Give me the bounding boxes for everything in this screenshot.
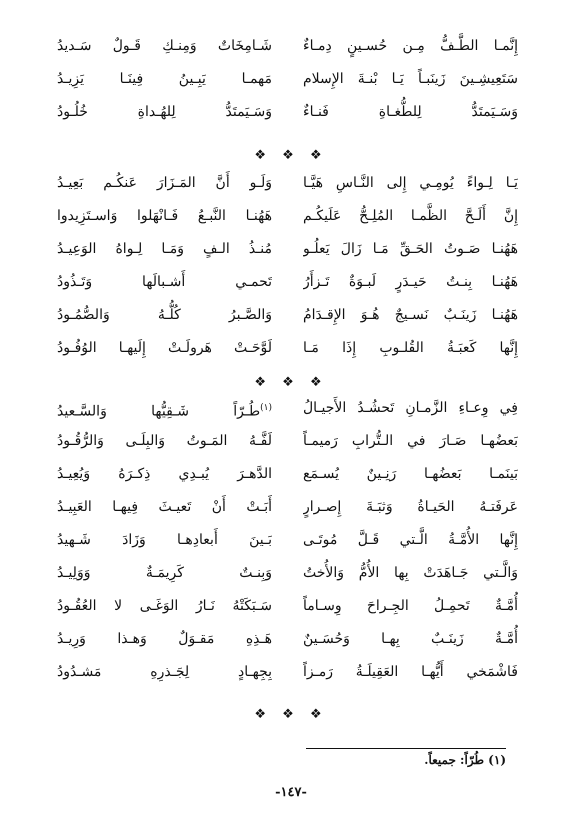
- second-hemistich: بَـينَ أَبعادِهـا وَزَادَ شَـهيدُ: [57, 532, 272, 548]
- stanza-2: [0, 167, 582, 365]
- second-hemistich: هَهُنـا النَّبـعُ فَـانْهَلوا وَاسـتَزِيدوا: [57, 208, 272, 224]
- verse: [0, 167, 582, 200]
- second-hemistich: شَـامِخَاتٌ وَمِنـكِ قَـولٌ سَـديدُ: [57, 38, 272, 54]
- first-hemistich: بَينَمـا بَعضُهـا رَنِـينٌ يُسـمَع: [303, 466, 518, 482]
- second-hemistich: بِجِهـادٍ لِجَـذرِهِ مَشـدُودُ: [57, 664, 272, 680]
- second-hemistich: لَوَّحَـتْ هَرولَـتْ إِلَيهـا الوُفُـودُ: [57, 340, 272, 356]
- first-hemistich: إِنَّها الأُمَّـةُ الَّـتي قَـلَّ مُوتَـى: [303, 532, 518, 548]
- section-separator: ❖ ❖ ❖: [254, 148, 328, 163]
- verse: [0, 623, 582, 656]
- verse: [0, 590, 582, 623]
- second-hemistich: أَبَـتْ أَنْ تَعيـثَ فِيهـا العَبِيـدُ: [57, 499, 272, 515]
- second-hemistich: وَلَـو أَنَّ المَـزَارَ عَنكُـم بَعِيـدُ: [57, 175, 272, 191]
- second-hemistich: مُنـذُ الـفٍ وَمَـا لِـواهُ الوَعِيـدُ: [57, 241, 272, 257]
- hemistich-text: طُـرّاً شَـقِيُّها وَالسَّـعيدُ: [57, 403, 261, 420]
- verse: [0, 557, 582, 590]
- second-hemistich: مَهمـا يَبِـينُ فِينَـا يَزِيـدُ: [57, 71, 272, 87]
- second-hemistich: [57, 392, 272, 429]
- first-hemistich: فَاشْمَخي أَيُّهـا العَقِيلَـةُ رَمـزاً: [303, 664, 518, 680]
- verse: [0, 266, 582, 299]
- verse: [0, 96, 582, 129]
- first-hemistich: إِنَّمـا الطَّـفُّ مِـن حُسـينٍ دِمـاءٌ: [303, 38, 518, 54]
- verse: [0, 425, 582, 458]
- verse: [0, 392, 582, 425]
- first-hemistich: هَهُنـا صَـوتُ الحَـقِّ مَـا زَالَ يَعلُـو: [303, 241, 518, 257]
- footnote-divider: [306, 748, 506, 749]
- first-hemistich: إِنَّ أَلَـحَّ الظَّمـا المُلِـحُّ عَلَيكُـم: [303, 208, 518, 224]
- first-hemistich: بَعضُهـا صَـارَ في الـتُّرابِ رَميمـاً: [303, 433, 518, 449]
- verse: [0, 63, 582, 96]
- footnote-reference: (١): [260, 403, 272, 413]
- verse: [0, 332, 582, 365]
- section-separator: ❖ ❖ ❖: [254, 707, 328, 722]
- first-hemistich: إِنَّها كَعبَـةُ القُلـوبِ إِذَا مَـا: [303, 340, 518, 356]
- second-hemistich: وَالصَّـبرُ كُلُّـهُ وَالصُّمُـودُ: [57, 307, 272, 323]
- first-hemistich: هَهُنـا بِنـتُ حَيـدَرٍ لَبـوَةٌ تَـزأَرُ: [303, 274, 518, 290]
- first-hemistich: هَهُنـا زَينَـبٌ نَسـيجٌ هُـوَ الإِقـدَامُ: [303, 307, 518, 323]
- stanza-1: [0, 30, 582, 129]
- second-hemistich: وَبِنـتٌ كَرِيمَـةٌ وَوَلِيـدُ: [57, 565, 272, 581]
- second-hemistich: وَسَـيَمتَدُّ لِلهُـداةِ خُلُـودُ: [57, 104, 272, 120]
- verse: [0, 233, 582, 266]
- first-hemistich: وَسَـيَمتَدُّ لِلطُّغـاةِ فَنـاءٌ: [303, 104, 518, 120]
- verse: [0, 458, 582, 491]
- verse: [0, 656, 582, 689]
- page-number: -١٤٧-: [275, 785, 307, 800]
- stanza-3: [0, 392, 582, 689]
- first-hemistich: وَالَّـتي جَـاهَدَتْ بِها الأُمُّ وَالأُختُ: [303, 565, 518, 581]
- first-hemistich: أُمَّـةٌ زَينَـبٌ بِهـا وَحُسَـينٌ: [303, 631, 518, 647]
- second-hemistich: تَحمـي أَشـبالَها وَتَـذُودُ: [57, 274, 272, 290]
- section-separator: ❖ ❖ ❖: [254, 375, 328, 390]
- verse: [0, 200, 582, 233]
- verse: [0, 524, 582, 557]
- second-hemistich: لَفَّـهُ المَـوتُ وَالبِلَـى وَالرُّقُـودُ: [57, 433, 272, 449]
- second-hemistich: الدَّهـرَ يُبـدِي ذِكـرَهُ وَيُعِيـدُ: [57, 466, 272, 482]
- second-hemistich: سَـبَكَتْهُ نَـارُ الوَغَـى لا العُقُـودُ: [57, 598, 272, 614]
- first-hemistich: سَتَعِيشِـينَ زَينَبـاً يَـا بْنـةَ الإِسلام: [303, 71, 518, 87]
- second-hemistich: هَـذِهِ مَقـوَلٌ وَهـذا وَرِيـدُ: [57, 631, 272, 647]
- first-hemistich: عَرفَتـهُ الحَيـاةُ وَثبَـةَ إِصـرارٍ: [303, 499, 518, 515]
- footnote: (١) طُرّاً: جميعاً.: [424, 753, 506, 767]
- first-hemistich: فِي وِعـاءِ الزَّمـانِ تَحشُـدُ الأَجيـالُ: [303, 400, 518, 416]
- first-hemistich: أُمَّـةٌ تَحمِـلُ الجِـراحَ وِسـاماً: [303, 598, 518, 614]
- first-hemistich: يَـا لِـواءً يُومِـي إِلى النَّـاسِ هَيَّـا: [303, 175, 518, 191]
- verse: [0, 491, 582, 524]
- verse: [0, 30, 582, 63]
- verse: [0, 299, 582, 332]
